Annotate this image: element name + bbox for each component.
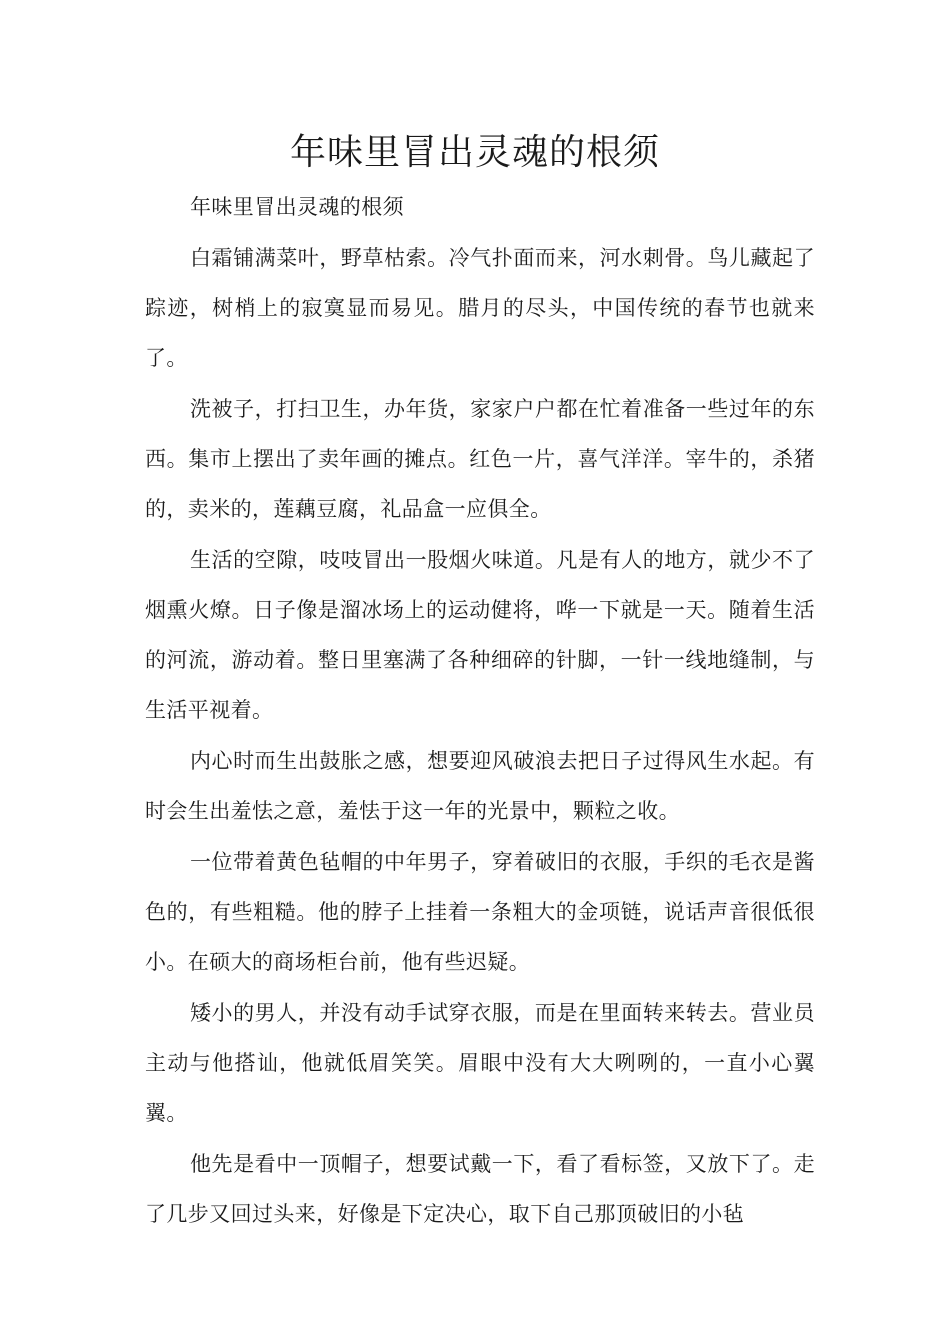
paragraph-subtitle: 年味里冒出灵魂的根须 [190, 195, 404, 219]
paragraph: 内心时而生出鼓胀之感，想要迎风破浪去把日子过得风生水起。有时会生出羞怯之意，羞怯于这一年的光景中，颗粒之收。 [145, 749, 815, 823]
paragraph: 白霜铺满菜叶，野草枯索。冷气扑面而来，河水刺骨。鸟儿藏起了踪迹，树梢上的寂寞显而易见。腊月的尽头，中国传统的春节也就来了。 [145, 246, 815, 370]
paragraph: 一位带着黄色毡帽的中年男子，穿着破旧的衣服，手织的毛衣是酱色的，有些粗糙。他的脖子上挂着一条粗大的金项链，说话声音很低很小。在硕大的商场柜台前，他有些迟疑。 [145, 850, 815, 974]
document-body [145, 182, 815, 1240]
paragraph: 洗被子，打扫卫生，办年货，家家户户都在忙着准备一些过年的东西。集市上摆出了卖年画的摊点。红色一片，喜气洋洋。宰牛的，杀猪的，卖米的，莲藕豆腐，礼品盒一应俱全。 [145, 397, 815, 521]
paragraph: 生活的空隙，吱吱冒出一股烟火味道。凡是有人的地方，就少不了烟熏火燎。日子像是溜冰场上的运动健将，哗一下就是一天。随着生活的河流，游动着。整日里塞满了各种细碎的针脚，一针一线地缝制，与生活平视着。 [145, 548, 815, 722]
paragraph: 他先是看中一顶帽子，想要试戴一下，看了看标签，又放下了。走了几步又回过头来，好像是下定决心，取下自己那顶破旧的小毡 [145, 1152, 815, 1226]
paragraph: 矮小的男人，并没有动手试穿衣服，而是在里面转来转去。营业员主动与他搭讪，他就低眉笑笑。眉眼中没有大大咧咧的，一直小心翼翼。 [145, 1001, 815, 1125]
document-title: 年味里冒出灵魂的根须 [289, 132, 660, 173]
